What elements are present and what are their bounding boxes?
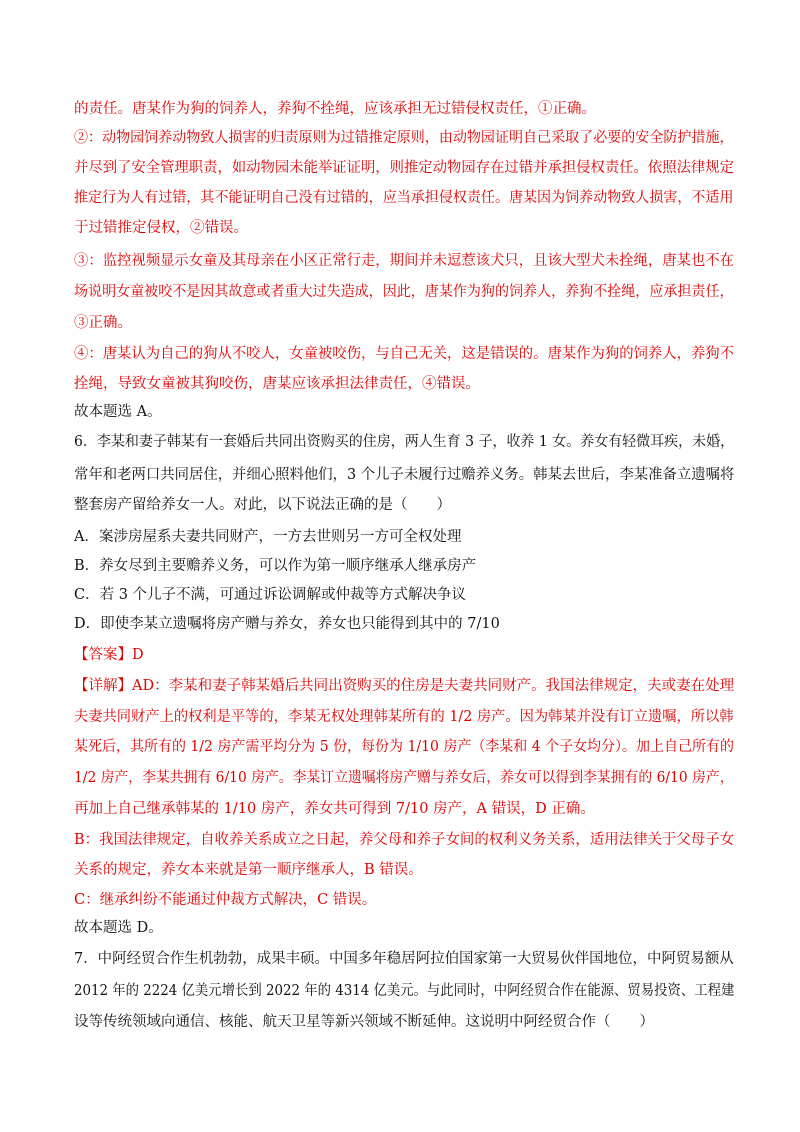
question-6-line-2: 常年和老两口共同居住，并细心照料他们，3 个儿子未履行过赡养义务。韩某去世后，李某准备立遗嘱将 [74, 467, 735, 483]
detail-line-8: C：继承纠纷不能通过仲裁方式解决，C 错误。 [74, 892, 377, 908]
explanation-line-8: ③正确。 [74, 315, 132, 331]
explanation-line-4: 推定行为人有过错，其不能证明自己没有过错的，应当承担侵权责任。唐某因为饲养动物致人损害，不适用 [74, 190, 734, 206]
detail-line-2: 夫妻共同财产上的权利是平等的，李某无权处理韩某所有的 1/2 房产。因为韩某并没有订立遗嘱，所以韩 [74, 709, 734, 725]
option-c: C．若 3 个儿子不满，可通过诉讼调解或仲裁等方式解决争议 [74, 587, 467, 603]
question-7-line-1: 7．中阿经贸合作生机勃勃，成果丰硕。中国多年稳居阿拉伯国家第一大贸易伙伴国地位，中阿贸易额从 [74, 951, 734, 967]
detail-line-4: 1/2 房产，李某共拥有 6/10 房产。李某订立遗嘱将房产赠与养女后，养女可以得到李某拥有的 6/10 房产， [74, 770, 734, 786]
detail-line-1: 【详解】AD：李某和妻子韩某婚后共同出资购买的住房是夫妻共同财产。我国法律规定，夫或妻在处理 [74, 678, 735, 694]
explanation-line-7: 场说明女童被咬不是因其故意或者重大过失造成，因此，唐某作为狗的饲养人，养狗不拴绳，应承担责任， [74, 284, 734, 300]
question-6-line-3: 整套房产留给养女一人。对此，以下说法正确的是（ ） [74, 497, 451, 513]
question-7-line-3: 设等传统领域向通信、核能、航天卫星等新兴领域不断延伸。这说明中阿经贸合作（ ） [74, 1014, 654, 1030]
explanation-line-5: 于过错推定侵权，②错误。 [74, 220, 248, 236]
detail-line-3: 某死后，其所有的 1/2 房产需平均分为 5 份，每份为 1/10 房产（李某和 4 个子女均分）。加上自己所有的 [74, 739, 734, 755]
answer-label: 【答案】D [74, 647, 144, 663]
explanation-line-10: 拴绳，导致女童被其狗咬伤，唐某应该承担法律责任，④错误。 [74, 376, 480, 392]
explanation-line-6: ③：监控视频显示女童及其母亲在小区正常行走，期间并未逗惹该犬只，且该大型犬未拴绳，唐某也不在 [74, 253, 734, 269]
detail-line-6: B：我国法律规定，自收养关系成立之日起，养父母和养子女间的权利义务关系，适用法律关于父母子女 [74, 832, 735, 848]
question-7-line-2: 2012 年的 2224 亿美元增长到 2022 年的 4314 亿美元。与此同时，中阿经贸合作在能源、贸易投资、工程建 [74, 983, 735, 999]
explanation-line-2: ②：动物园饲养动物致人损害的归责原则为过错推定原则，由动物园证明自己采取了必要的安全防护措施， [74, 130, 734, 146]
option-a: A．案涉房屋系夫妻共同财产，一方去世则另一方可全权处理 [74, 529, 462, 545]
answer-conclusion-6: 故本题选 D。 [74, 920, 163, 936]
detail-line-7: 关系的规定，养女本来就是第一顺序继承人，B 错误。 [74, 862, 423, 878]
explanation-line-1: 的责任。唐某作为狗的饲养人，养狗不拴绳，应该承担无过错侵权责任，①正确。 [74, 101, 596, 117]
option-d: D．即使李某立遗嘱将房产赠与养女，养女也只能得到其中的 7/10 [74, 616, 500, 632]
option-b: B．养女尽到主要赡养义务，可以作为第一顺序继承人继承房产 [74, 558, 477, 574]
detail-line-5: 再加上自己继承韩某的 1/10 房产，养女共可得到 7/10 房产，A 错误，D 正确。 [74, 801, 595, 817]
answer-conclusion-5: 故本题选 A。 [74, 404, 162, 420]
question-6-line-1: 6．李某和妻子韩某有一套婚后共同出资购买的住房，两人生育 3 子，收养 1 女。养女有轻微耳疾，未婚， [74, 434, 735, 450]
explanation-line-9: ④：唐某认为自己的狗从不咬人，女童被咬伤，与自己无关，这是错误的。唐某作为狗的饲养人，养狗不 [74, 346, 734, 362]
explanation-line-3: 并尽到了安全管理职责，如动物园未能举证证明，则推定动物园存在过错并承担侵权责任。依照法律规定 [74, 160, 734, 176]
